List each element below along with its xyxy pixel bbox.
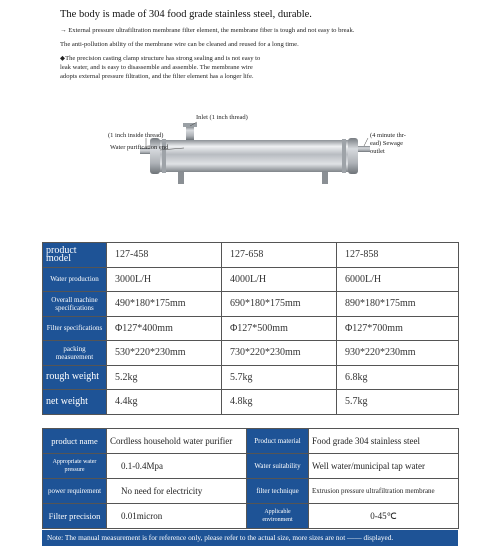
- spec-cell: 127-458: [107, 243, 222, 268]
- info-row: [43, 504, 459, 529]
- spec-cell: 890*180*175mm: [337, 292, 459, 317]
- purification-end-label: Water purification end: [110, 144, 169, 151]
- spec-cell: 690*180*175mm: [222, 292, 337, 317]
- pressure-value: 0.1-0.4Mpa: [107, 454, 247, 479]
- intro-text: [60, 8, 460, 81]
- measurement-note: Note: The manual measurement is for reference only, please refer to the actual size, more sizes are not —— displayed.: [42, 530, 458, 546]
- info-row: [43, 454, 459, 479]
- material-value: Food grade 304 stainless steel: [309, 429, 459, 454]
- material-label: Product material: [247, 429, 309, 454]
- sewage-label-1: (4 minute thr-: [370, 132, 406, 139]
- pressure-label: Appropriate water pressure: [43, 454, 107, 479]
- spec-cell: Φ127*700mm: [337, 316, 459, 341]
- intro-line-2: The anti-pollution ability of the membrane wire can be cleaned and reused for a long time.: [60, 41, 299, 48]
- intro-headline: The body is made of 304 food grade stainless steel, durable.: [60, 9, 312, 20]
- inside-thread-label: (1 inch inside thread): [108, 132, 164, 139]
- spec-cell: 730*220*230mm: [222, 341, 337, 366]
- suitability-value: Well water/municipal tap water: [309, 454, 459, 479]
- spec-cell: 4.4kg: [107, 390, 222, 415]
- power-label: power requirement: [43, 479, 107, 504]
- spec-row: [43, 390, 459, 415]
- spec-row-label: Filter specifications: [43, 316, 107, 341]
- spec-row: [43, 341, 459, 366]
- spec-cell: 3000L/H: [107, 267, 222, 292]
- environment-value: 0-45℃: [309, 504, 459, 529]
- suitability-label: Water suitability: [247, 454, 309, 479]
- spec-row: [43, 316, 459, 341]
- spec-cell: 530*220*230mm: [107, 341, 222, 366]
- product-name-label: product name: [43, 429, 107, 454]
- purifier-image: [100, 108, 440, 218]
- spec-row: [43, 365, 459, 390]
- spec-cell: 930*220*230mm: [337, 341, 459, 366]
- spec-table-body: [43, 243, 459, 415]
- spec-row-label: rough weight: [43, 365, 107, 390]
- spec-cell: 127-658: [222, 243, 337, 268]
- precision-value: 0.01micron: [107, 504, 247, 529]
- spec-table: [42, 242, 459, 415]
- spec-row-label: product model: [43, 243, 107, 268]
- sewage-label-3: outlet: [370, 148, 385, 155]
- intro-line-1: → External pressure ultrafiltration membrane filter element, the membrane fiber is tough and not easy to break.: [60, 27, 355, 34]
- product-name-value: Cordless household water purifier: [107, 429, 247, 454]
- inlet-label: Inlet (1 inch thread): [196, 114, 248, 121]
- power-value: No need for electricity: [107, 479, 247, 504]
- info-table: [42, 428, 459, 529]
- spec-cell: 4000L/H: [222, 267, 337, 292]
- spec-row: [43, 267, 459, 292]
- spec-cell: 490*180*175mm: [107, 292, 222, 317]
- spec-cell: 6.8kg: [337, 365, 459, 390]
- precision-label: Filter precision: [43, 504, 107, 529]
- info-row: [43, 429, 459, 454]
- spec-row-label: packing measurement: [43, 341, 107, 366]
- spec-cell: 5.2kg: [107, 365, 222, 390]
- purifier-diagram: [100, 108, 440, 218]
- intro-line-5: adopts external pressure filtration, and the filter element has a longer life.: [60, 73, 254, 80]
- spec-cell: 6000L/H: [337, 267, 459, 292]
- intro-line-3: ◆The precision casting clamp structure has strong sealing and is not easy to: [60, 55, 261, 62]
- spec-cell: 5.7kg: [337, 390, 459, 415]
- spec-row: [43, 292, 459, 317]
- spec-row: [43, 243, 459, 268]
- spec-row-label: Water production: [43, 267, 107, 292]
- spec-cell: 127-858: [337, 243, 459, 268]
- technique-value: Extrusion pressure ultrafiltration membrane: [309, 479, 459, 504]
- spec-cell: Φ127*500mm: [222, 316, 337, 341]
- intro-line-4: leak water, and is easy to disassemble and assemble. The membrane wire: [60, 64, 253, 71]
- info-row: [43, 479, 459, 504]
- spec-cell: 5.7kg: [222, 365, 337, 390]
- technique-label: filter technique: [247, 479, 309, 504]
- sewage-label-2: ead) Sewage: [370, 140, 404, 147]
- spec-cell: Φ127*400mm: [107, 316, 222, 341]
- spec-cell: 4.8kg: [222, 390, 337, 415]
- spec-row-label: net weight: [43, 390, 107, 415]
- environment-label: Applicable environment: [247, 504, 309, 529]
- spec-row-label: Overall machine specifications: [43, 292, 107, 317]
